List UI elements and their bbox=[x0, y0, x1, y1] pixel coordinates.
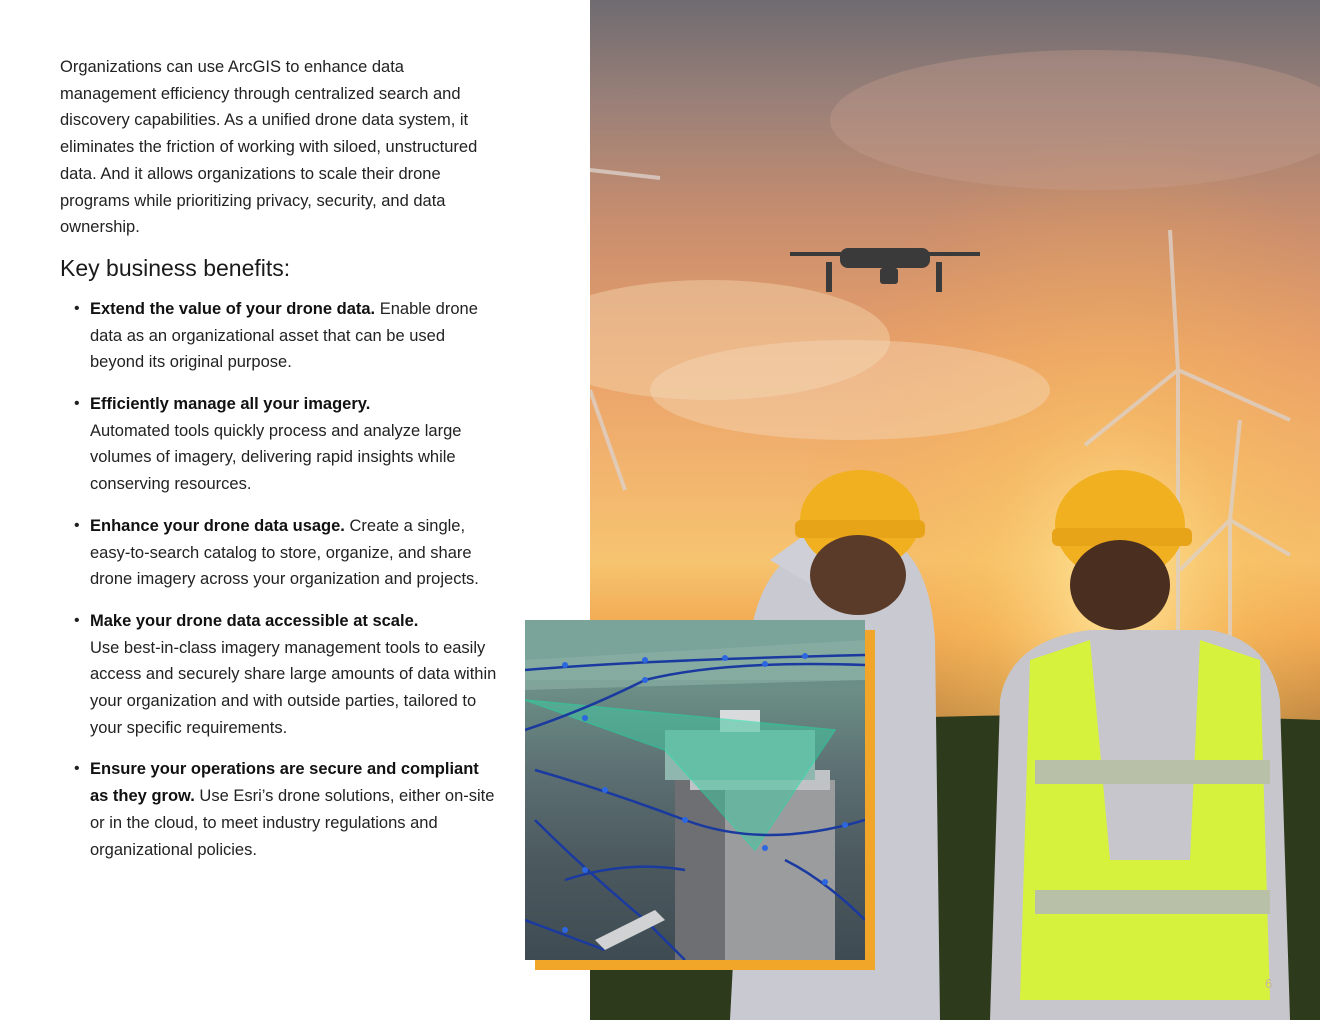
intro-paragraph: Organizations can use ArcGIS to enhance data management efficiency through centralized search and discovery capabilities. As a unified drone data system, it eliminates the friction of working with siloed, unstructured data. And it allows organizations to scale their drone programs while prioritizing privacy, security, and data ownership. bbox=[60, 58, 478, 237]
benefit-lead: Ensure your operations are secure and compliant as they grow. bbox=[90, 760, 479, 806]
bullet-icon: • bbox=[74, 516, 80, 534]
benefit-body: Automated tools quickly process and analyze large volumes of imagery, delivering rapid insights while conserving resources. bbox=[90, 421, 462, 494]
bullet-icon: • bbox=[74, 611, 80, 629]
benefits-heading: Key business benefits: bbox=[60, 254, 291, 281]
bullet-icon: • bbox=[74, 760, 80, 778]
list-item bbox=[60, 756, 500, 863]
benefit-body: Use best-in-class imagery management tools to easily access and securely share large amounts of data within your organization and with outside parties, tailored to your specific requirements. bbox=[90, 638, 497, 737]
benefit-lead: Extend the value of your drone data. bbox=[90, 299, 376, 318]
aerial-tower-inset bbox=[525, 620, 865, 960]
list-item bbox=[60, 608, 500, 742]
benefit-lead: Efficiently manage all your imagery. bbox=[90, 395, 371, 414]
benefit-lead: Enhance your drone data usage. bbox=[90, 516, 345, 535]
text-column bbox=[60, 54, 500, 878]
benefit-lead: Make your drone data accessible at scale. bbox=[90, 611, 419, 630]
benefit-body: Create a single, easy-to-search catalog to store, organize, and share drone imagery across your organization and projects. bbox=[90, 516, 479, 589]
list-item bbox=[60, 391, 500, 498]
list-item bbox=[60, 296, 500, 376]
benefit-body: Enable drone data as an organizational asset that can be used beyond its original purpose. bbox=[90, 299, 478, 372]
bullet-icon: • bbox=[74, 395, 80, 413]
bullet-icon: • bbox=[74, 299, 80, 317]
page-number: 6 bbox=[1265, 976, 1273, 991]
aerial-illustration bbox=[525, 620, 865, 960]
benefit-body: Use Esri’s drone solutions, either on-site or in the cloud, to meet industry regulations and organizational policies. bbox=[90, 787, 495, 859]
list-item bbox=[60, 513, 500, 593]
benefits-list bbox=[60, 296, 500, 863]
